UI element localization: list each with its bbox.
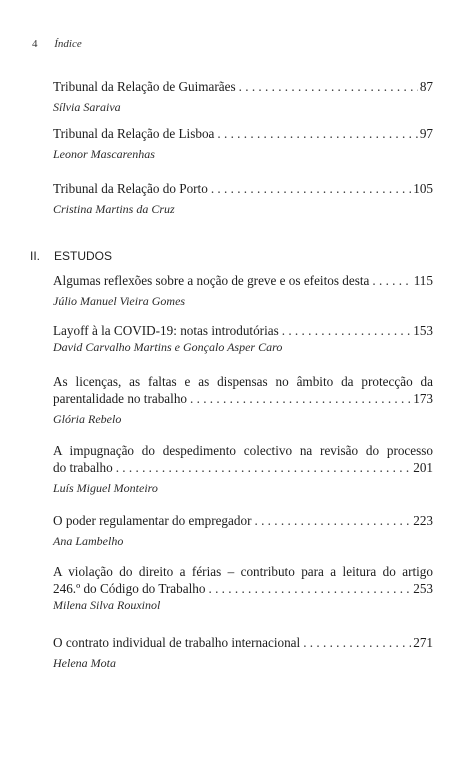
toc-entry[interactable] (53, 634, 433, 671)
toc-entry-title: Layoff à la COVID-19: notas introdutórias (53, 323, 279, 338)
toc-line (53, 634, 433, 651)
toc-entry-author: Milena Silva Rouxinol (53, 598, 161, 612)
leader-dots (303, 634, 411, 651)
leader-dots (282, 322, 411, 339)
toc-line (53, 125, 433, 142)
toc-entry-title: Algumas reflexões sobre a noção de greve e os efeitos desta (53, 273, 370, 288)
section-number: II. (30, 249, 41, 263)
running-title: Índice (54, 38, 82, 50)
toc-line (53, 322, 433, 339)
toc-entry-page: 201 (413, 460, 433, 475)
leader-dots (190, 390, 411, 407)
toc-entry-author: Luís Miguel Monteiro (53, 481, 158, 495)
toc-entry-title-line1: As licenças, as faltas e as dispensas no âmbito da protecção da (53, 374, 433, 389)
toc-entry-page: 223 (413, 513, 433, 528)
toc-line (53, 78, 433, 95)
toc-entry-page: 153 (413, 323, 433, 338)
toc-entry-page: 97 (419, 126, 433, 141)
toc-entry[interactable] (53, 180, 433, 217)
toc-entry-author: David Carvalho Martins e Gonçalo Asper Caro (53, 340, 283, 354)
toc-entry-title: Tribunal da Relação de Lisboa (53, 126, 215, 141)
leader-dots (217, 125, 417, 142)
toc-entry[interactable] (53, 442, 433, 496)
toc-entry-title-line2: parentalidade no trabalho (53, 391, 188, 406)
toc-entry[interactable] (53, 125, 433, 162)
toc-entry-title-line1: A impugnação do despedimento colectivo na revisão do processo (53, 443, 433, 458)
toc-entry[interactable] (53, 563, 433, 613)
toc-line (53, 180, 433, 197)
toc-entry-title: O contrato individual de trabalho internacional (53, 635, 301, 650)
toc-entry-page: 253 (413, 581, 433, 596)
toc-entry[interactable] (53, 322, 433, 355)
leader-dots (211, 180, 411, 197)
toc-line (53, 272, 433, 289)
toc-line (53, 580, 433, 597)
toc-entry[interactable] (53, 512, 433, 549)
toc-entry-page: 87 (419, 79, 433, 94)
toc-entry-page: 173 (413, 391, 433, 406)
toc-entry-page: 271 (413, 635, 433, 650)
toc-line (53, 390, 433, 407)
toc-entry-author: Glória Rebelo (53, 412, 122, 426)
leader-dots (116, 459, 412, 476)
toc-entry-title: O poder regulamentar do empregador (53, 513, 252, 528)
page-number: 4 (32, 38, 38, 50)
toc-line (53, 512, 433, 529)
toc-entry-title-line2: 246.º do Código do Trabalho (53, 581, 206, 596)
toc-entry-title: Tribunal da Relação de Guimarães (53, 79, 236, 94)
leader-dots (239, 78, 418, 95)
toc-entry-title: Tribunal da Relação do Porto (53, 181, 208, 196)
leader-dots (208, 580, 411, 597)
toc-entry-author: Leonor Mascarenhas (53, 147, 155, 161)
section-title: ESTUDOS (54, 249, 113, 263)
toc-entry-author: Cristina Martins da Cruz (53, 202, 175, 216)
toc-line (53, 459, 433, 476)
toc-entry-author: Helena Mota (53, 656, 116, 670)
toc-entry-author: Sílvia Saraiva (53, 100, 121, 114)
toc-entry-title-line1: A violação do direito a férias – contributo para a leitura do artigo (53, 564, 433, 579)
toc-entry-page: 115 (413, 273, 433, 288)
section-heading (30, 249, 112, 263)
toc-entry-author: Ana Lambelho (53, 534, 124, 548)
toc-entry-title-line2: do trabalho (53, 460, 113, 475)
leader-dots (254, 512, 411, 529)
toc-entry-page: 105 (413, 181, 433, 196)
toc-entry[interactable] (53, 78, 433, 115)
leader-dots (372, 272, 411, 289)
toc-entry[interactable] (53, 373, 433, 427)
page-header (32, 38, 82, 50)
toc-entry[interactable] (53, 272, 433, 309)
toc-entry-author: Júlio Manuel Vieira Gomes (53, 294, 186, 308)
